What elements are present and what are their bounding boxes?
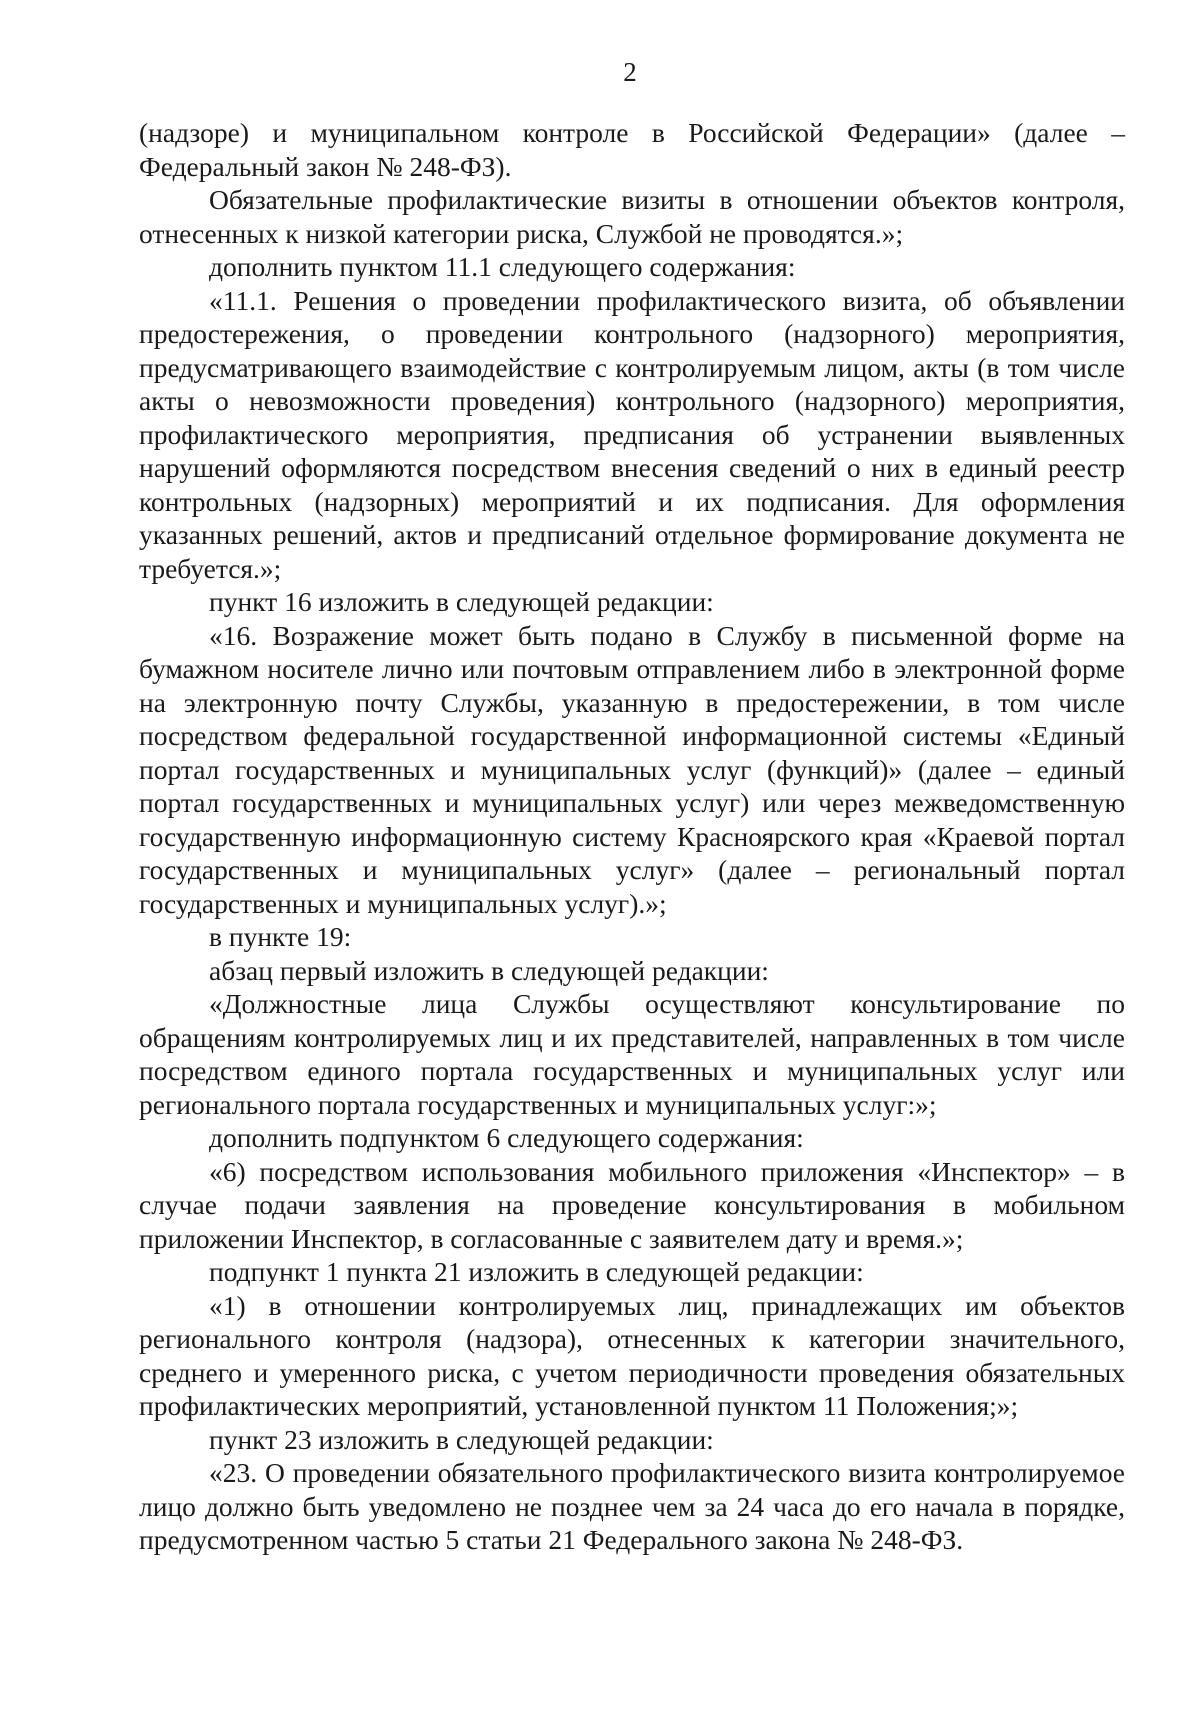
paragraph: «6) посредством использования мобильного приложения «Инспектор» – в случае подачи заявления на проведение консультирования в мобильном приложении Инспектор, в согласованные с заявителем дату и время.»; — [139, 1155, 1125, 1254]
paragraph: подпункт 1 пункта 21 изложить в следующей редакции: — [209, 1256, 864, 1287]
paragraph: «1) в отношении контролируемых лиц, принадлежащих им объектов регионального контроля (надзора), отнесенных к категории значительного, среднего и умеренного риска, с учетом периодичности проведения обязательных профилактических мероприятий, установленной пунктом 11 Положения;»; — [139, 1289, 1125, 1421]
paragraph: в пункте 19: — [209, 921, 352, 952]
paragraph: дополнить пунктом 11.1 следующего содержания: — [209, 251, 796, 282]
document-body — [139, 116, 1125, 1557]
paragraph: «23. О проведении обязательного профилактического визита контролируемое лицо должно быть уведомлено не позднее чем за 24 часа до его начала в порядке, предусмотренном частью 5 статьи 21 Федерального закона № 248-ФЗ. — [139, 1457, 1125, 1555]
paragraph: «16. Возражение может быть подано в Службу в письменной форме на бумажном носителе лично или почтовым отправлением либо в электронной форме на электронную почту Службы, указанную в предостережении, в том числе посредством федеральной государственной информационной системы «Единый портал государственных и муниципальных услуг (функций)» (далее – единый портал государственных и муниципальных услуг) или через межведомственную государственную информационную систему Красноярского края «Краевой портал государственных и муниципальных услуг» (далее – региональный портал государственных и муниципальных услуг).»; — [139, 619, 1125, 919]
page-number: 2 — [623, 57, 637, 87]
paragraph: пункт 16 изложить в следующей редакции: — [209, 586, 714, 617]
paragraph: Обязательные профилактические визиты в отношении объектов контроля, отнесенных к низкой категории риска, Службой не проводятся.»; — [139, 184, 1125, 249]
paragraph: «Должностные лица Службы осуществляют консультирование по обращениям контролируемых лиц и их представителей, направленных в том числе посредством единого портала государственных и муниципальных услуг или регионального портала государственных и муниципальных услуг:»; — [139, 988, 1125, 1120]
paragraph: (надзоре) и муниципальном контроле в Российской Федерации» (далее – Федеральный закон № 248-ФЗ). — [139, 117, 1125, 182]
paragraph: дополнить подпунктом 6 следующего содержания: — [209, 1122, 804, 1153]
paragraph: абзац первый изложить в следующей редакции: — [209, 954, 769, 986]
paragraph: «11.1. Решения о проведении профилактического визита, об объявлении предостережения, о проведении контрольного (надзорного) мероприятия, предусматривающего взаимодействие с контролируемым лицом, акты (в том числе акты о невозможности проведения) контрольного (надзорного) мероприятия, профилактического мероприятия, предписания об устранении выявленных нарушений оформляются посредством внесения сведений о них в единый реестр контрольных (надзорных) мероприятий и их подписания. Для оформления указанных решений, актов и предписаний отдельное формирование документа не требуется.»; — [139, 284, 1125, 584]
paragraph: пункт 23 изложить в следующей редакции: — [209, 1423, 714, 1455]
